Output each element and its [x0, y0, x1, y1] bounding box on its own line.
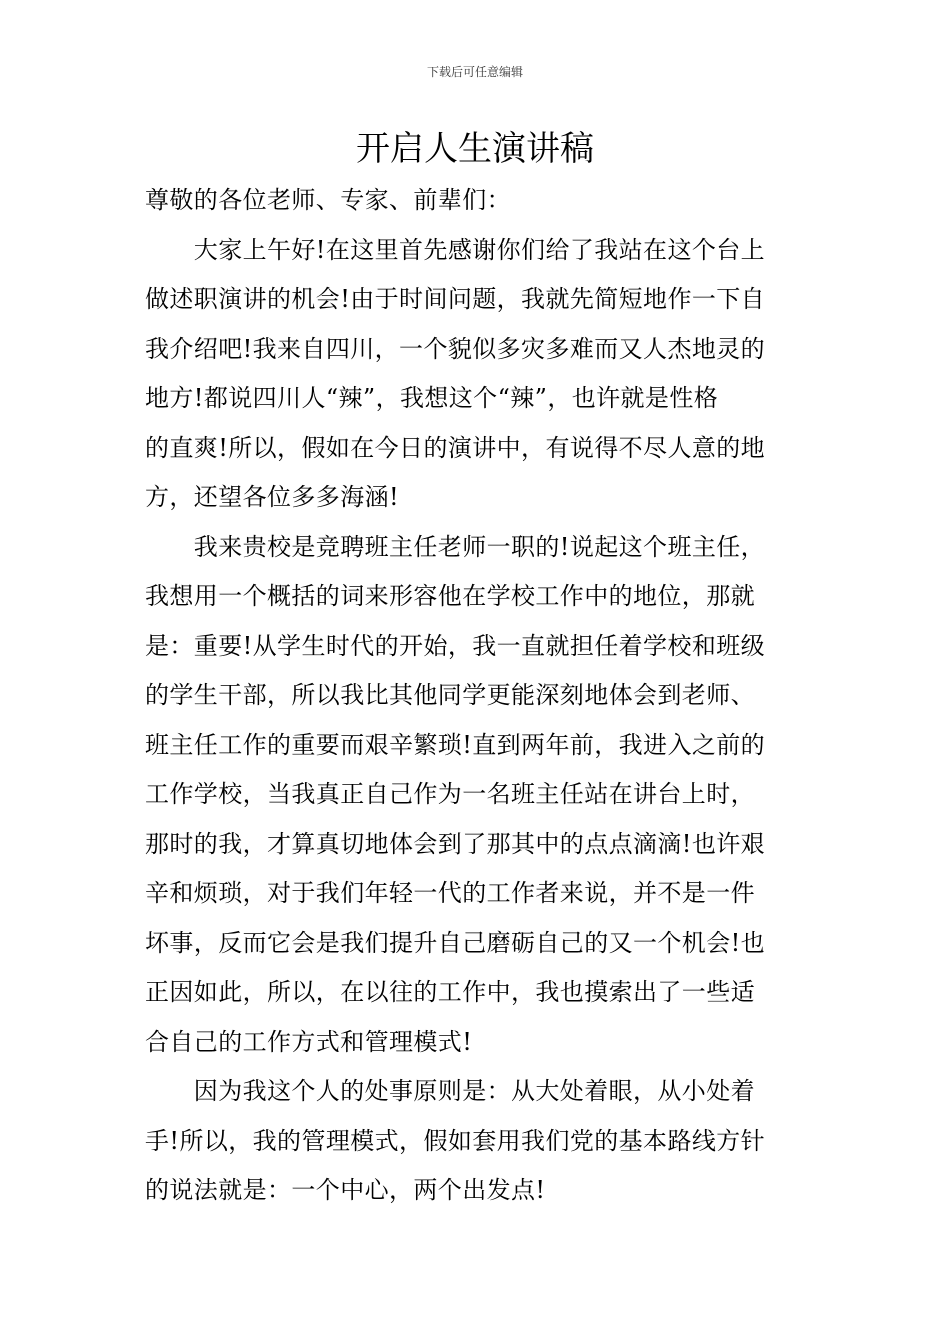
body-line: 班主任工作的重要而艰辛繁琐!直到两年前，我进入之前的 [145, 730, 766, 759]
body-line: 的学生干部，所以我比其他同学更能深刻地体会到老师、 [145, 681, 755, 709]
body-line: 正因如此，所以，在以往的工作中，我也摸索出了一些适 [145, 978, 755, 1006]
body-line: 的直爽!所以，假如在今日的演讲中，有说得不尽人意的地 [145, 433, 766, 462]
body-line: 我来贵校是竞聘班主任老师一职的!说起这个班主任， [145, 532, 766, 561]
body-line: 因为我这个人的处事原则是：从大处着眼，从小处着 [145, 1077, 755, 1105]
body-line: 是：重要!从学生时代的开始，我一直就担任着学校和班级 [145, 631, 766, 660]
body-line: 方，还望各位多多海涵! [145, 483, 400, 511]
body-line: 手!所以，我的管理模式，假如套用我们党的基本路线方针 [145, 1126, 766, 1155]
body-line: 工作学校，当我真正自己作为一名班主任站在讲台上时， [145, 780, 755, 808]
body-line: 大家上午好!在这里首先感谢你们给了我站在这个台上 [145, 235, 766, 264]
body-line: 的说法就是：一个中心，两个出发点! [145, 1176, 546, 1204]
body-line: 地方!都说四川人“辣”，我想这个“辣”，也许就是性格 [145, 384, 719, 412]
header-note: 下载后可任意编辑 [426, 65, 523, 79]
body-line: 辛和烦琐，对于我们年轻一代的工作者来说，并不是一件 [145, 879, 755, 907]
body-line: 我介绍吧!我来自四川，一个貌似多灾多难而又人杰地灵的 [145, 334, 766, 363]
speech-body [145, 176, 810, 1216]
body-line: 我想用一个概括的词来形容他在学校工作中的地位，那就 [145, 582, 755, 610]
body-line: 坏事，反而它会是我们提升自己磨砺自己的又一个机会!也 [145, 928, 766, 957]
body-line: 合自己的工作方式和管理模式! [145, 1027, 473, 1056]
page-title: 开启人生演讲稿 [356, 129, 594, 169]
body-line: 尊敬的各位老师、专家、前辈们： [145, 186, 511, 214]
body-line: 做述职演讲的机会!由于时间问题，我就先简短地作一下自 [145, 285, 766, 313]
body-line: 那时的我，才算真切地体会到了那其中的点点滴滴!也许艰 [145, 829, 766, 858]
